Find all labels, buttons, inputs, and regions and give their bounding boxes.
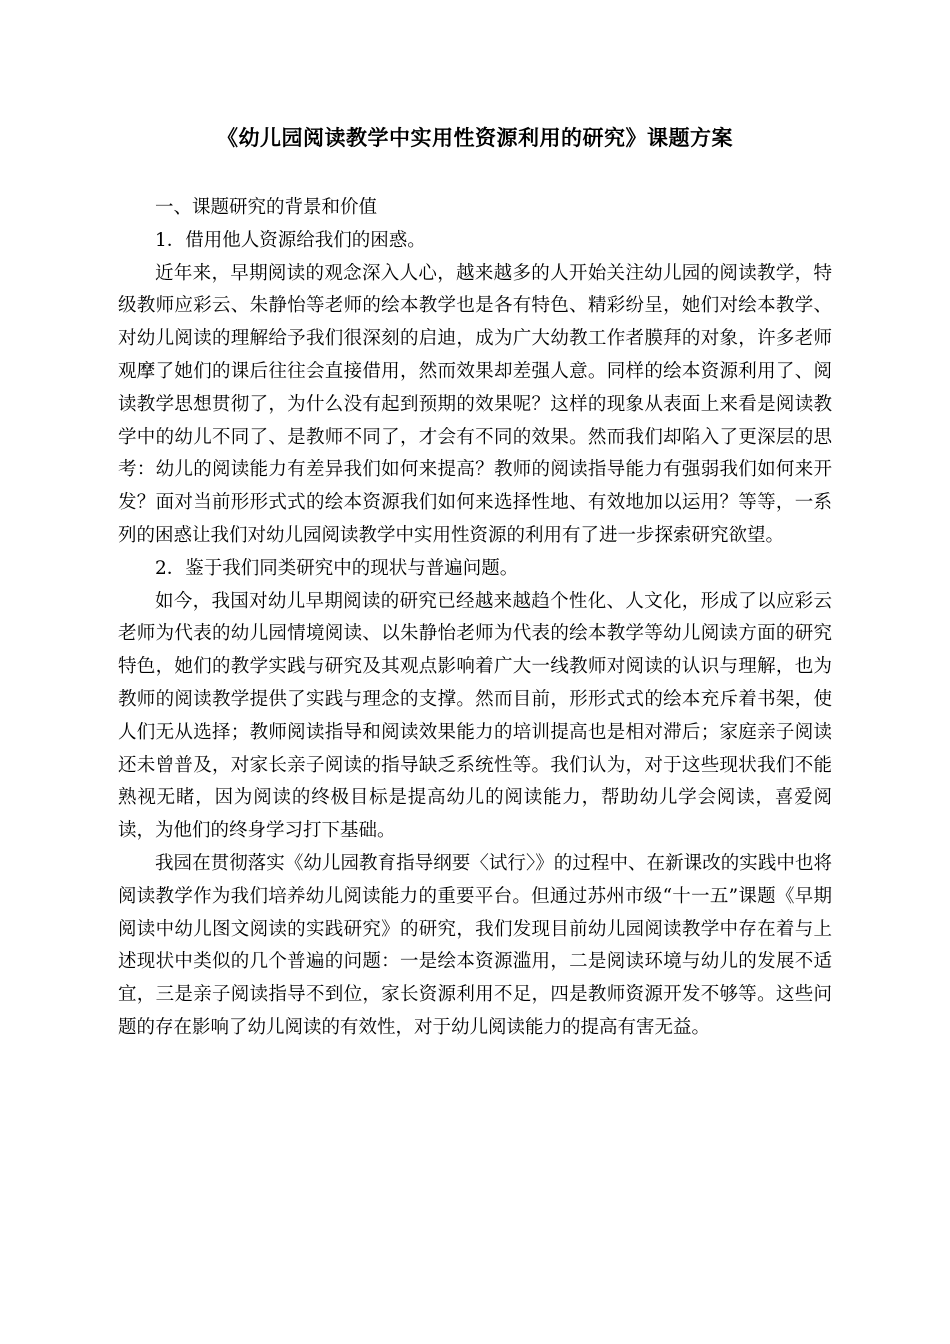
- subsection-heading-2: 2．鉴于我们同类研究中的现状与普遍问题。: [155, 557, 519, 579]
- document-body: [118, 192, 832, 1045]
- subsection-heading-1: 1．借用他人资源给我们的困惑。: [155, 229, 426, 251]
- paragraph-2: 如今，我国对幼儿早期阅读的研究已经越来越趋个性化、人文化，形成了以应彩云老师为代表的幼儿园情境阅读、以朱静怡老师为代表的绘本教学等幼儿阅读方面的研究特色，她们的教学实践与研究及其观点影响着广大一线教师对阅读的认识与理解，也为教师的阅读教学提供了实践与理念的支撑。然而目前，形形式式的绘本充斥着书架，使人们无从选择；教师阅读指导和阅读效果能力的培训提高也是相对滞后；家庭亲子阅读还未曾普及，对家长亲子阅读的指导缺乏系统性等。我们认为，对于这些现状我们不能熟视无睹，因为阅读的终极目标是提高幼儿的阅读能力，帮助幼儿学会阅读，喜爱阅读，为他们的终身学习打下基础。: [118, 590, 832, 842]
- section-heading: 一、课题研究的背景和价值: [155, 197, 378, 218]
- paragraph-3: 我园在贯彻落实《幼儿园教育指导纲要〈试行〉》的过程中、在新课改的实践中也将阅读教学作为我们培养幼儿阅读能力的重要平台。但通过苏州市级“十一五”课题《早期阅读中幼儿图文阅读的实践研究》的研究，我们发现目前幼儿园阅读教学中存在着与上述现状中类似的几个普遍的问题：一是绘本资源滥用，二是阅读环境与幼儿的发展不适宜，三是亲子阅读指导不到位，家长资源利用不足，四是教师资源开发不够等。这些问题的存在影响了幼儿阅读的有效性，对于幼儿阅读能力的提高有害无益。: [118, 852, 832, 1038]
- document-title: 《幼儿园阅读教学中实用性资源利用的研究》课题方案: [217, 125, 733, 150]
- paragraph-1: 近年来，早期阅读的观念深入人心，越来越多的人开始关注幼儿园的阅读教学，特级教师应彩云、朱静怡等老师的绘本教学也是各有特色、精彩纷呈，她们对绘本教学、对幼儿阅读的理解给予我们很深刻的启迪，成为广大幼教工作者膜拜的对象，许多老师观摩了她们的课后往往会直接借用，然而效果却差强人意。同样的绘本资源利用了、阅读教学思想贯彻了，为什么没有起到预期的效果呢？这样的现象从表面上来看是阅读教学中的幼儿不同了、是教师不同了，才会有不同的效果。然而我们却陷入了更深层的思考：幼儿的阅读能力有差异我们如何来提高？教师的阅读指导能力有强弱我们如何来开发？面对当前形形式式的绘本资源我们如何来选择性地、有效地加以运用？等等，一系列的困惑让我们对幼儿园阅读教学中实用性资源的利用有了进一步探索研究欲望。: [118, 262, 832, 546]
